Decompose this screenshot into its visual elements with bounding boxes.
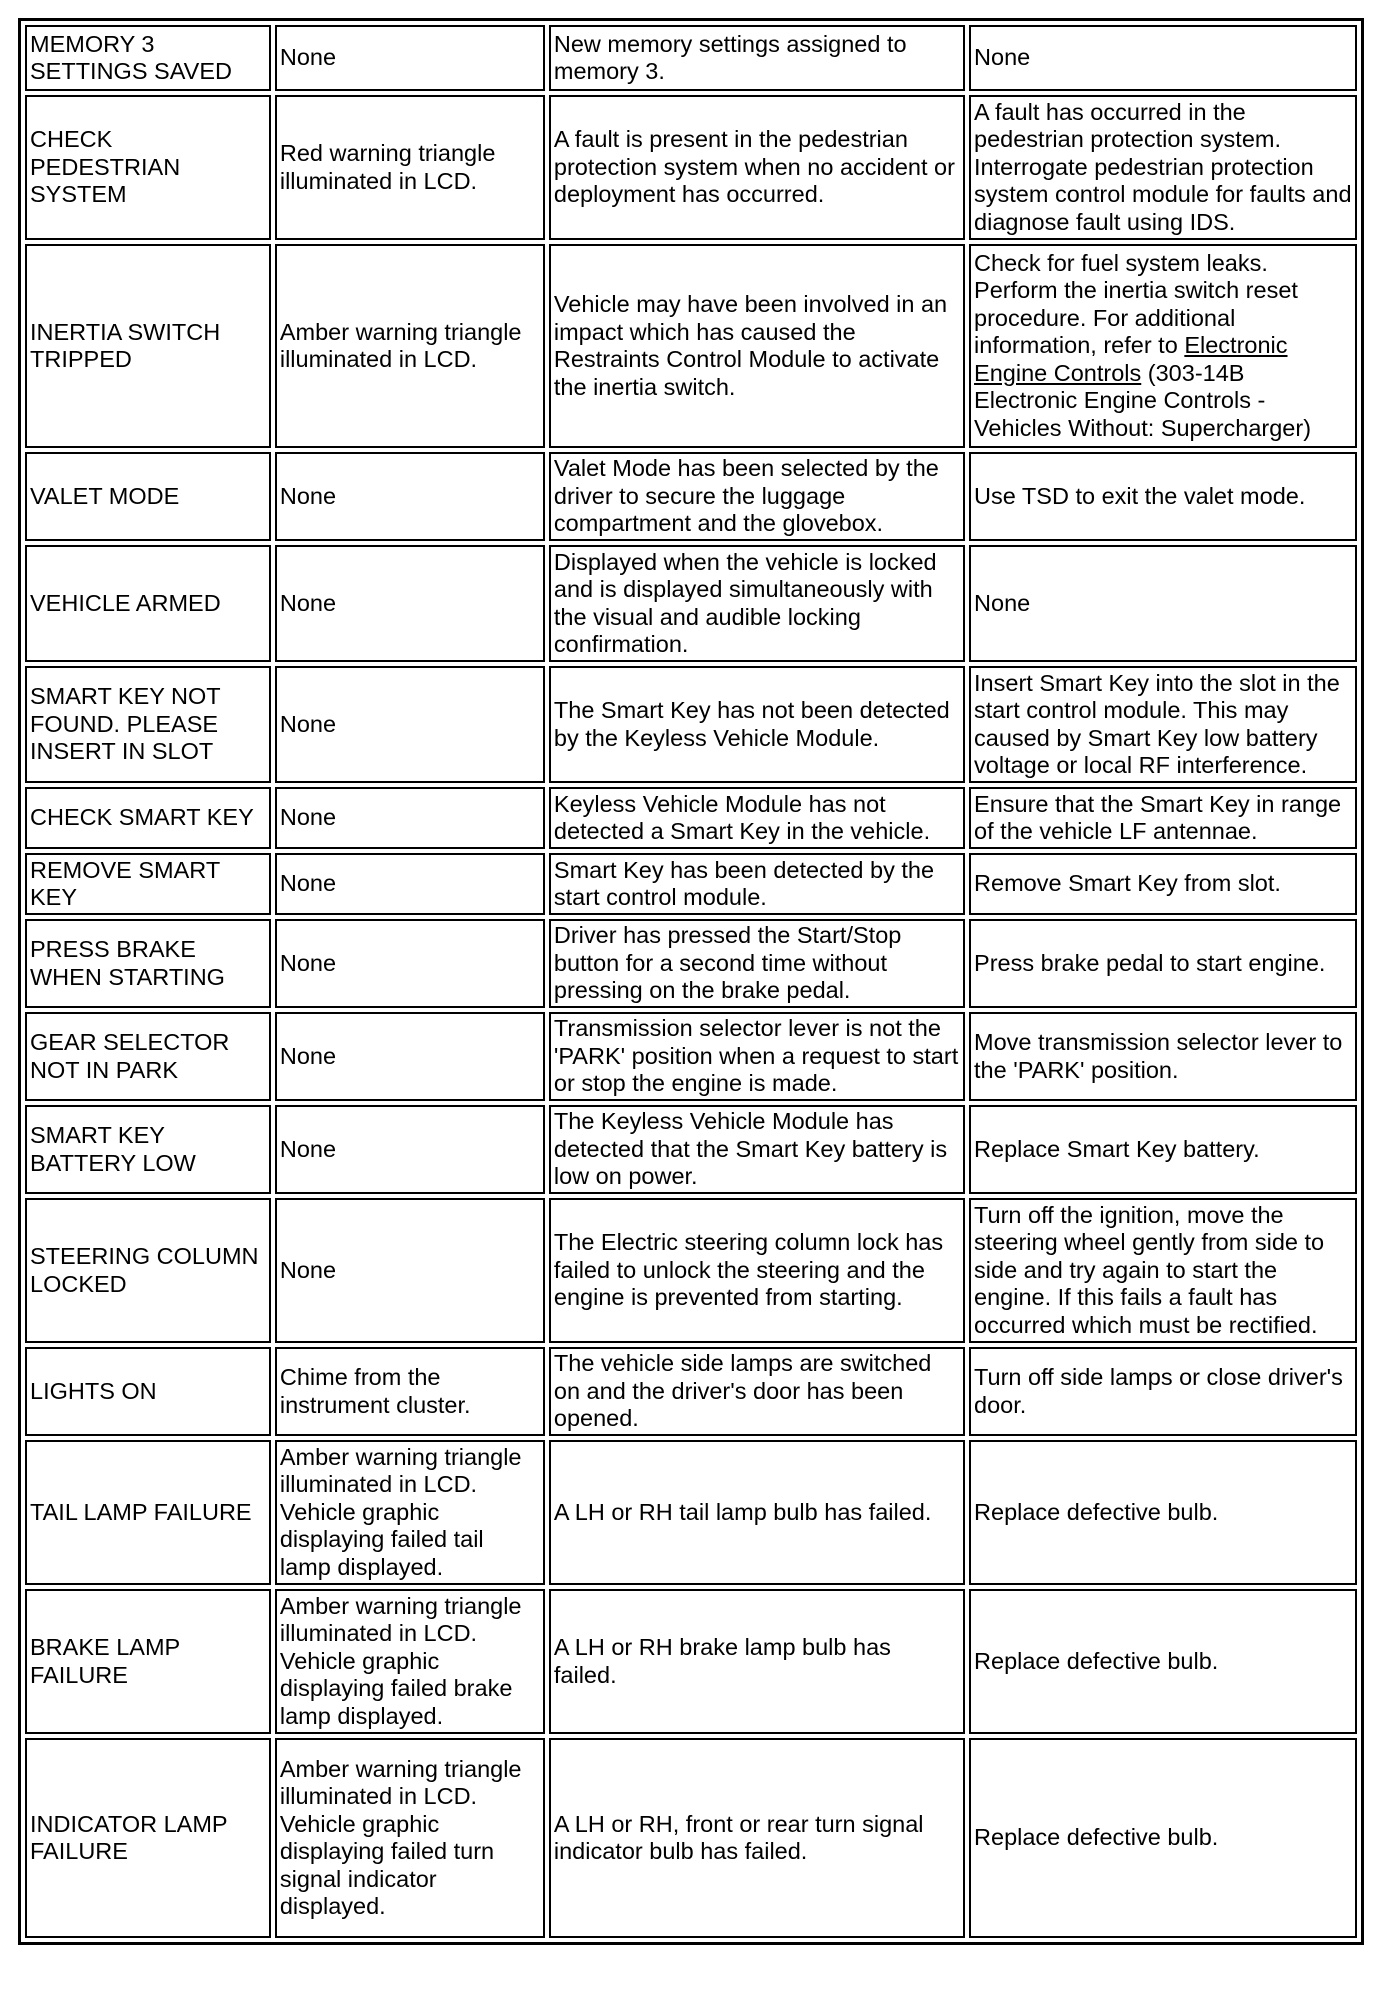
table-row <box>25 666 1357 783</box>
action-text: (303-14B Electronic Engine Controls - Vehicles Without: Supercharger) <box>974 359 1312 441</box>
message-cell: VEHICLE ARMED <box>25 545 271 662</box>
indication-cell: Amber warning triangle illuminated in LCD. Vehicle graphic displaying failed turn signal indicator displayed. <box>275 1738 545 1938</box>
message-table <box>18 18 1364 1945</box>
cause-cell: Smart Key has been detected by the start control module. <box>549 853 965 915</box>
cause-cell: A fault is present in the pedestrian protection system when no accident or deployment has occurred. <box>549 95 965 240</box>
action-cell: Remove Smart Key from slot. <box>969 853 1357 915</box>
table-row <box>25 1347 1357 1436</box>
cause-cell: The Smart Key has not been detected by the Keyless Vehicle Module. <box>549 666 965 783</box>
table-row <box>25 1105 1357 1194</box>
table-row <box>25 1589 1357 1734</box>
table-row <box>25 1198 1357 1343</box>
cause-cell: A LH or RH tail lamp bulb has failed. <box>549 1440 965 1585</box>
indication-cell: None <box>275 853 545 915</box>
indication-cell: None <box>275 787 545 849</box>
table-row <box>25 853 1357 915</box>
indication-cell: None <box>275 666 545 783</box>
indication-cell: None <box>275 1198 545 1343</box>
message-cell: TAIL LAMP FAILURE <box>25 1440 271 1585</box>
action-cell: Turn off side lamps or close driver's door. <box>969 1347 1357 1436</box>
cause-cell: The Keyless Vehicle Module has detected that the Smart Key battery is low on power. <box>549 1105 965 1194</box>
message-cell: GEAR SELECTOR NOT IN PARK <box>25 1012 271 1101</box>
table-row <box>25 95 1357 240</box>
message-cell: SMART KEY BATTERY LOW <box>25 1105 271 1194</box>
message-cell: INDICATOR LAMP FAILURE <box>25 1738 271 1938</box>
action-cell: Ensure that the Smart Key in range of the vehicle LF antennae. <box>969 787 1357 849</box>
indication-cell: Amber warning triangle illuminated in LCD. <box>275 244 545 448</box>
message-cell: REMOVE SMART KEY <box>25 853 271 915</box>
table-row <box>25 787 1357 849</box>
action-cell: Press brake pedal to start engine. <box>969 919 1357 1008</box>
message-cell: CHECK SMART KEY <box>25 787 271 849</box>
action-cell: A fault has occurred in the pedestrian protection system. Interrogate pedestrian protection system control module for faults and diagnose fault using IDS. <box>969 95 1357 240</box>
cause-cell: Vehicle may have been involved in an impact which has caused the Restraints Control Module to activate the inertia switch. <box>549 244 965 448</box>
message-cell: CHECK PEDESTRIAN SYSTEM <box>25 95 271 240</box>
message-cell: INERTIA SWITCH TRIPPED <box>25 244 271 448</box>
indication-cell: Amber warning triangle illuminated in LCD. Vehicle graphic displaying failed tail lamp displayed. <box>275 1440 545 1585</box>
message-cell: STEERING COLUMN LOCKED <box>25 1198 271 1343</box>
message-cell: VALET MODE <box>25 452 271 541</box>
cause-cell: Driver has pressed the Start/Stop button for a second time without pressing on the brake pedal. <box>549 919 965 1008</box>
action-cell: Insert Smart Key into the slot in the start control module. This may caused by Smart Key low battery voltage or local RF interference. <box>969 666 1357 783</box>
indication-cell: None <box>275 1012 545 1101</box>
message-cell: BRAKE LAMP FAILURE <box>25 1589 271 1734</box>
table-row <box>25 919 1357 1008</box>
cause-cell: New memory settings assigned to memory 3. <box>549 25 965 91</box>
indication-cell: None <box>275 919 545 1008</box>
cause-cell: A LH or RH brake lamp bulb has failed. <box>549 1589 965 1734</box>
action-cell: Move transmission selector lever to the 'PARK' position. <box>969 1012 1357 1101</box>
cause-cell: The vehicle side lamps are switched on and the driver's door has been opened. <box>549 1347 965 1436</box>
table-row <box>25 452 1357 541</box>
action-cell: Turn off the ignition, move the steering wheel gently from side to side and try again to start the engine. If this fails a fault has occurred which must be rectified. <box>969 1198 1357 1343</box>
cause-cell: Valet Mode has been selected by the driver to secure the luggage compartment and the glovebox. <box>549 452 965 541</box>
action-cell: Replace Smart Key battery. <box>969 1105 1357 1194</box>
indication-cell: None <box>275 25 545 91</box>
action-cell <box>969 244 1357 448</box>
indication-cell: None <box>275 545 545 662</box>
table-row <box>25 25 1357 91</box>
indication-cell: Red warning triangle illuminated in LCD. <box>275 95 545 240</box>
electronic-engine-controls-link[interactable]: Electronic Engine Controls <box>974 332 1288 386</box>
table-row <box>25 545 1357 662</box>
message-cell: MEMORY 3 SETTINGS SAVED <box>25 25 271 91</box>
action-cell: Replace defective bulb. <box>969 1589 1357 1734</box>
message-cell: PRESS BRAKE WHEN STARTING <box>25 919 271 1008</box>
indication-cell: None <box>275 1105 545 1194</box>
indication-cell: Amber warning triangle illuminated in LCD. Vehicle graphic displaying failed brake lamp displayed. <box>275 1589 545 1734</box>
cause-cell: Transmission selector lever is not the 'PARK' position when a request to start or stop the engine is made. <box>549 1012 965 1101</box>
table-row <box>25 244 1357 448</box>
table-row <box>25 1440 1357 1585</box>
action-cell: None <box>969 25 1357 91</box>
action-cell: None <box>969 545 1357 662</box>
message-cell: LIGHTS ON <box>25 1347 271 1436</box>
action-cell: Replace defective bulb. <box>969 1440 1357 1585</box>
table-row <box>25 1738 1357 1938</box>
message-cell: SMART KEY NOT FOUND. PLEASE INSERT IN SLOT <box>25 666 271 783</box>
cause-cell: A LH or RH, front or rear turn signal indicator bulb has failed. <box>549 1738 965 1938</box>
table-row <box>25 1012 1357 1101</box>
cause-cell: Keyless Vehicle Module has not detected a Smart Key in the vehicle. <box>549 787 965 849</box>
cause-cell: Displayed when the vehicle is locked and is displayed simultaneously with the visual and audible locking confirmation. <box>549 545 965 662</box>
indication-cell: None <box>275 452 545 541</box>
action-cell: Use TSD to exit the valet mode. <box>969 452 1357 541</box>
cause-cell: The Electric steering column lock has failed to unlock the steering and the engine is prevented from starting. <box>549 1198 965 1343</box>
action-text: Check for fuel system leaks. Perform the inertia switch reset procedure. For additional information, refer to <box>974 249 1298 359</box>
action-cell: Replace defective bulb. <box>969 1738 1357 1938</box>
indication-cell: Chime from the instrument cluster. <box>275 1347 545 1436</box>
